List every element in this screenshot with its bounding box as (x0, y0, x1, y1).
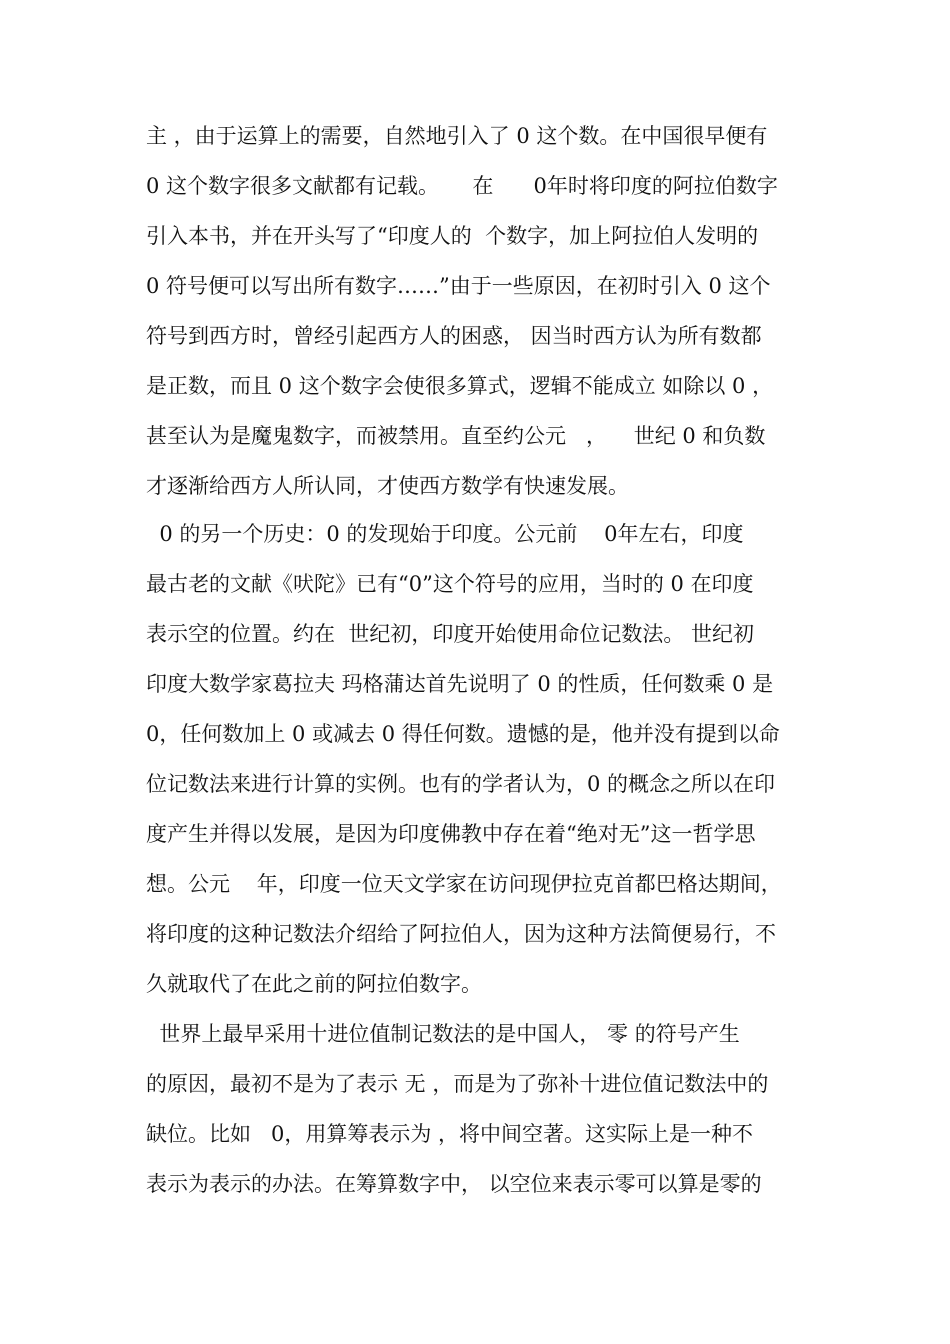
text-line: 最古老的文献《吠陀》已有“0”这个符号的应用，当时的 0 在印度 (146, 572, 754, 596)
text-line: 想。公元 年，印度一位天文学家在访问现伊拉克首都巴格达期间， (146, 872, 782, 896)
text-line: 0 的另一个历史：0 的发现始于印度。公元前 0年左右，印度 (146, 522, 744, 546)
text-line: 将印度的这种记数法介绍给了阿拉伯人，因为这种方法简便易行，不 (146, 922, 776, 946)
text-line: 位记数法来进行计算的实例。也有的学者认为，0 的概念之所以在印 (146, 772, 776, 796)
text-line: 引入本书，并在开头写了“印度人的 个数字，加上阿拉伯人发明的 (146, 224, 759, 248)
text-line: 才逐渐给西方人所认同，才使西方数学有快速发展。 (146, 474, 629, 498)
text-line: 的原因，最初不是为了表示 无 ，而是为了弥补十进位值记数法中的 (146, 1072, 769, 1096)
text-line: 表示空的位置。约在 世纪初，印度开始使用命位记数法。 世纪初 (146, 622, 755, 646)
text-line: 0，任何数加上 0 或减去 0 得任何数。遗憾的是，他并没有提到以命 (146, 722, 780, 746)
text-line: 0 符号便可以写出所有数字……”由于一些原因，在初时引入 0 这个 (146, 274, 771, 298)
text-line: 世界上最早采用十进位值制记数法的是中国人， 零 的符号产生 (146, 1022, 740, 1046)
text-line: 符号到西方时，曾经引起西方人的困惑， 因当时西方认为所有数都 (146, 324, 762, 348)
text-line: 表示为表示的办法。在筹算数字中， 以空位来表示零可以算是零的 (146, 1172, 762, 1196)
text-line: 是正数，而且 0 这个数字会使很多算式，逻辑不能成立 如除以 0 ， (146, 374, 774, 398)
text-line: 印度大数学家葛拉夫 玛格蒲达首先说明了 0 的性质，任何数乘 0 是 (146, 672, 774, 696)
text-line: 久就取代了在此之前的阿拉伯数字。 (146, 972, 482, 996)
text-line: 甚至认为是魔鬼数字，而被禁用。直至约公元 ， 世纪 0 和负数 (146, 424, 766, 448)
text-line: 主 ，由于运算上的需要，自然地引入了 0 这个数。在中国很早便有 (146, 124, 768, 148)
text-line: 缺位。比如 0，用算筹表示为 ，将中间空著。这实际上是一种不 (146, 1122, 754, 1146)
text-line: 0 这个数字很多文献都有记载。 在 0年时将印度的阿拉伯数字 (146, 174, 778, 198)
text-line: 度产生并得以发展，是因为印度佛教中存在着“绝对无”这一哲学思 (146, 822, 756, 846)
